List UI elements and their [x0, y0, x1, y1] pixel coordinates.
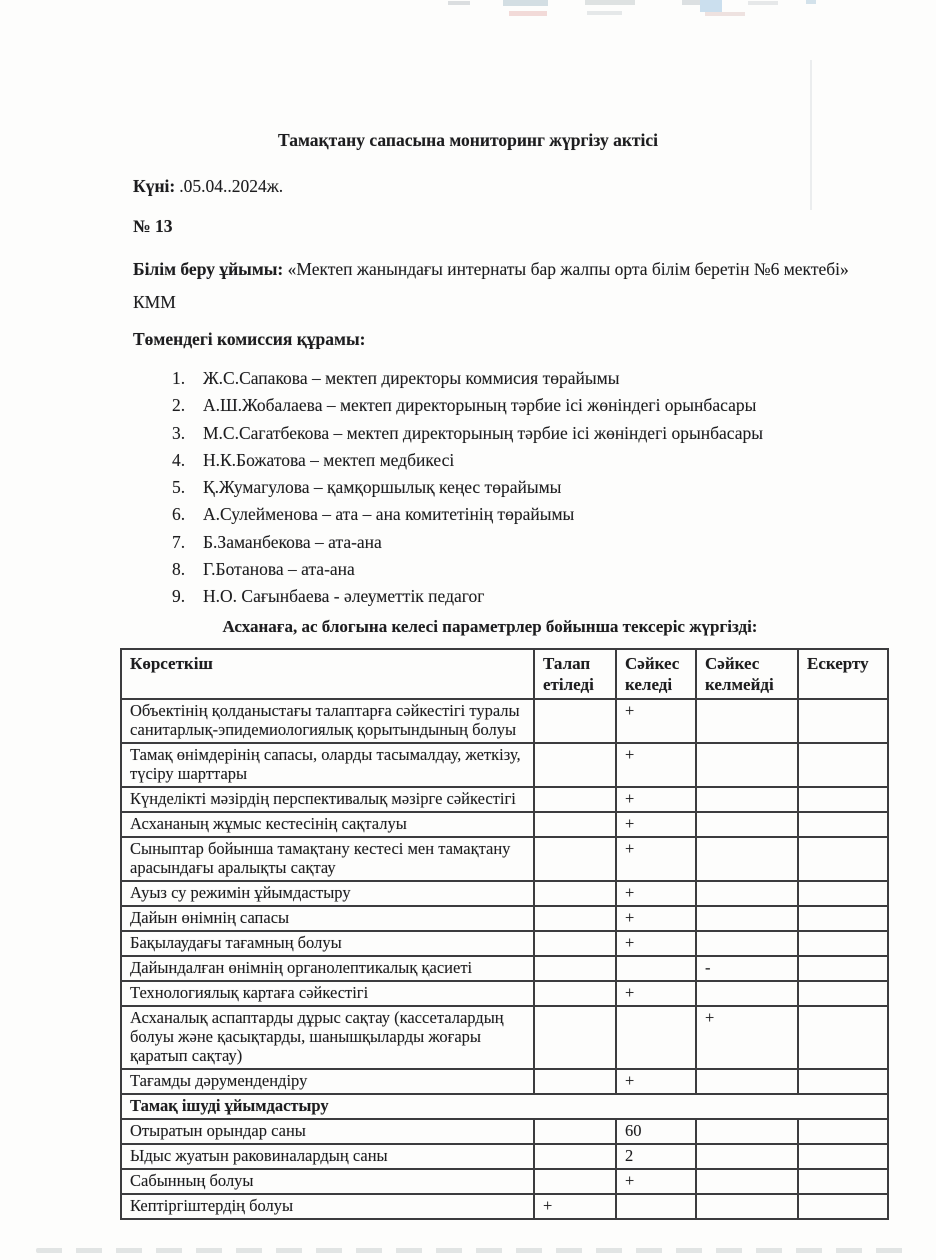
mark-cell: [798, 837, 888, 881]
indicator-cell: Технологиялық картаға сәйкестігі: [121, 981, 534, 1006]
table-row: [121, 787, 888, 812]
commission-member-number: 1.: [172, 368, 186, 388]
commission-member-text: Ж.С.Сапакова – мектеп директоры коммисия төрайымы: [203, 368, 620, 388]
commission-member-text: Н.О. Сағынбаева - әлеуметтік педагог: [203, 586, 485, 607]
commission-member-number: 9.: [172, 586, 186, 607]
mark-cell: [798, 931, 888, 956]
mark-cell: 60: [616, 1119, 696, 1144]
mark-cell: [534, 699, 616, 743]
indicator-cell: Асхананың жұмыс кестесінің сақталуы: [121, 812, 534, 837]
table-header-cell: Сәйкес келеді: [616, 649, 696, 699]
mark-cell: [696, 787, 798, 812]
indicator-cell: Тамақ өнімдерінің сапасы, оларды тасымалдау, жеткізу, түсіру шарттары: [121, 743, 534, 787]
mark-cell: [534, 1144, 616, 1169]
document-title: Тамақтану сапасына мониторинг жүргізу актісі: [278, 130, 658, 150]
scan-artifact-bottom-edge: [36, 1248, 908, 1253]
mark-cell: [798, 1069, 888, 1094]
date-line: [133, 176, 936, 197]
commission-member-number: 3.: [172, 422, 186, 443]
mark-cell: [696, 1194, 798, 1219]
mark-cell: +: [616, 881, 696, 906]
table-row: [121, 812, 888, 837]
mark-cell: 2: [616, 1144, 696, 1169]
mark-cell: +: [616, 812, 696, 837]
mark-cell: [798, 1119, 888, 1144]
table-section-row: [121, 1094, 888, 1119]
mark-cell: [798, 1169, 888, 1194]
commission-member: [172, 501, 936, 528]
indicator-cell: Ауыз су режимін ұйымдастыру: [121, 881, 534, 906]
table-header-row: [121, 649, 888, 699]
commission-member: [172, 474, 936, 501]
mark-cell: [696, 931, 798, 956]
mark-cell: [798, 812, 888, 837]
mark-cell: [696, 699, 798, 743]
mark-cell: [696, 812, 798, 837]
indicator-cell: Сабынның болуы: [121, 1169, 534, 1194]
commission-member: [172, 420, 936, 447]
table-row: [121, 1144, 888, 1169]
indicator-cell: Бақылаудағы тағамның болуы: [121, 931, 534, 956]
mark-cell: [798, 881, 888, 906]
indicator-cell: Сыныптар бойынша тамақтану кестесі мен тамақтану арасындағы аралықты сақтау: [121, 837, 534, 881]
mark-cell: [798, 906, 888, 931]
mark-cell: [534, 1069, 616, 1094]
commission-member: [172, 529, 936, 556]
commission-member: [172, 365, 936, 392]
indicator-cell: Тағамды дәрумендендіру: [121, 1069, 534, 1094]
table-header-cell: Ескерту: [798, 649, 888, 699]
commission-member: [172, 556, 936, 583]
table-caption: Асханаға, ас блогына келесі параметрлер бойынша тексеріс жүргізді:: [222, 616, 758, 636]
indicator-cell: Кептіргіштердің болуы: [121, 1194, 534, 1219]
table-row: [121, 1194, 888, 1219]
table-row: [121, 699, 888, 743]
mark-cell: [534, 837, 616, 881]
mark-cell: [798, 1006, 888, 1069]
table-section-label: Тамақ ішуді ұйымдастыру: [121, 1094, 888, 1119]
mark-cell: [534, 787, 616, 812]
indicator-cell: Отыратын орындар саны: [121, 1119, 534, 1144]
commission-member-number: 5.: [172, 477, 186, 498]
mark-cell: [534, 956, 616, 981]
commission-member: [172, 583, 936, 610]
commission-list: [172, 365, 936, 611]
mark-cell: [798, 699, 888, 743]
mark-cell: [534, 981, 616, 1006]
table-header-cell: Сәйкес келмейді: [696, 649, 798, 699]
mark-cell: [534, 743, 616, 787]
mark-cell: +: [696, 1006, 798, 1069]
mark-cell: [798, 1144, 888, 1169]
mark-cell: [798, 743, 888, 787]
mark-cell: +: [534, 1194, 616, 1219]
mark-cell: [798, 787, 888, 812]
table-row: [121, 837, 888, 881]
table-row: [121, 881, 888, 906]
mark-cell: [534, 1169, 616, 1194]
mark-cell: [616, 1006, 696, 1069]
commission-member-text: Г.Ботанова – ата-ана: [203, 559, 355, 580]
indicator-cell: Дайын өнімнің сапасы: [121, 906, 534, 931]
mark-cell: [696, 1169, 798, 1194]
commission-member-text: А.Ш.Жобалаева – мектеп директорының тәрбие ісі жөніндегі орынбасары: [203, 395, 757, 416]
mark-cell: [534, 931, 616, 956]
mark-cell: [798, 1194, 888, 1219]
mark-cell: [616, 1194, 696, 1219]
commission-member-number: 7.: [172, 531, 186, 552]
table-row: [121, 956, 888, 981]
commission-member-text: А.Сулейменова – ата – ана комитетінің төрайымы: [203, 504, 575, 525]
mark-cell: [696, 981, 798, 1006]
mark-cell: [696, 881, 798, 906]
mark-cell: [696, 743, 798, 787]
commission-member-number: 8.: [172, 559, 186, 580]
mark-cell: +: [616, 743, 696, 787]
mark-cell: [534, 906, 616, 931]
commission-member-number: 4.: [172, 449, 186, 470]
mark-cell: +: [616, 981, 696, 1006]
organization-label: Білім беру ұйымы:: [133, 259, 284, 279]
commission-member-text: Қ.Жумагулова – қамқоршылық кеңес төрайымы: [203, 477, 562, 498]
commission-member: [172, 447, 936, 474]
mark-cell: [616, 956, 696, 981]
mark-cell: [696, 837, 798, 881]
indicator-cell: Күнделікті мәзірдің перспективалық мәзірге сәйкестігі: [121, 787, 534, 812]
commission-member-text: Н.К.Божатова – мектеп медбикесі: [203, 449, 455, 470]
table-row: [121, 931, 888, 956]
table-row: [121, 743, 888, 787]
table-row: [121, 906, 888, 931]
mark-cell: +: [616, 787, 696, 812]
table-row: [121, 1069, 888, 1094]
mark-cell: [696, 906, 798, 931]
commission-member-text: Б.Заманбекова – ата-ана: [203, 531, 382, 552]
indicator-cell: Ыдыс жуатын раковиналардың саны: [121, 1144, 534, 1169]
table-row: [121, 1006, 888, 1069]
mark-cell: [534, 881, 616, 906]
organization-value: «Мектеп жанындағы интернаты бар жалпы орта білім беретін №6 мектебі» КММ: [133, 259, 849, 312]
mark-cell: +: [616, 1169, 696, 1194]
mark-cell: [696, 1069, 798, 1094]
act-number: № 13: [133, 216, 173, 236]
mark-cell: [534, 1006, 616, 1069]
mark-cell: [534, 1119, 616, 1144]
indicator-cell: Объектінің қолданыстағы талаптарға сәйкестігі туралы санитарлық-эпидемиологиялық қорытындының болуы: [121, 699, 534, 743]
table-row: [121, 1169, 888, 1194]
table-row: [121, 1119, 888, 1144]
organization-line: [133, 253, 856, 319]
commission-member: [172, 392, 936, 419]
mark-cell: +: [616, 906, 696, 931]
mark-cell: +: [616, 837, 696, 881]
table-row: [121, 981, 888, 1006]
mark-cell: +: [616, 699, 696, 743]
mark-cell: +: [616, 931, 696, 956]
commission-member-number: 6.: [172, 504, 186, 525]
mark-cell: +: [616, 1069, 696, 1094]
mark-cell: [696, 1119, 798, 1144]
indicator-cell: Асханалық аспаптарды дұрыс сақтау (кассеталардың болуы және қасықтарды, шанышқыларды жоғары қаратып сақтау): [121, 1006, 534, 1069]
date-label: Күні:: [133, 176, 176, 196]
mark-cell: [798, 981, 888, 1006]
mark-cell: [798, 956, 888, 981]
indicator-cell: Дайындалған өнімнің органолептикалық қасиеті: [121, 956, 534, 981]
commission-member-text: М.С.Сагатбекова – мектеп директорының тәрбие ісі жөніндегі орынбасары: [203, 422, 764, 443]
inspection-table: [120, 648, 889, 1220]
mark-cell: [534, 812, 616, 837]
mark-cell: -: [696, 956, 798, 981]
table-header-cell: Көрсеткіш: [121, 649, 534, 699]
commission-member-number: 2.: [172, 395, 186, 416]
date-value: .05.04..2024ж.: [179, 176, 284, 196]
table-header-cell: Талап етіледі: [534, 649, 616, 699]
mark-cell: [696, 1144, 798, 1169]
commission-heading: Төмендегі комиссия құрамы:: [133, 329, 366, 349]
